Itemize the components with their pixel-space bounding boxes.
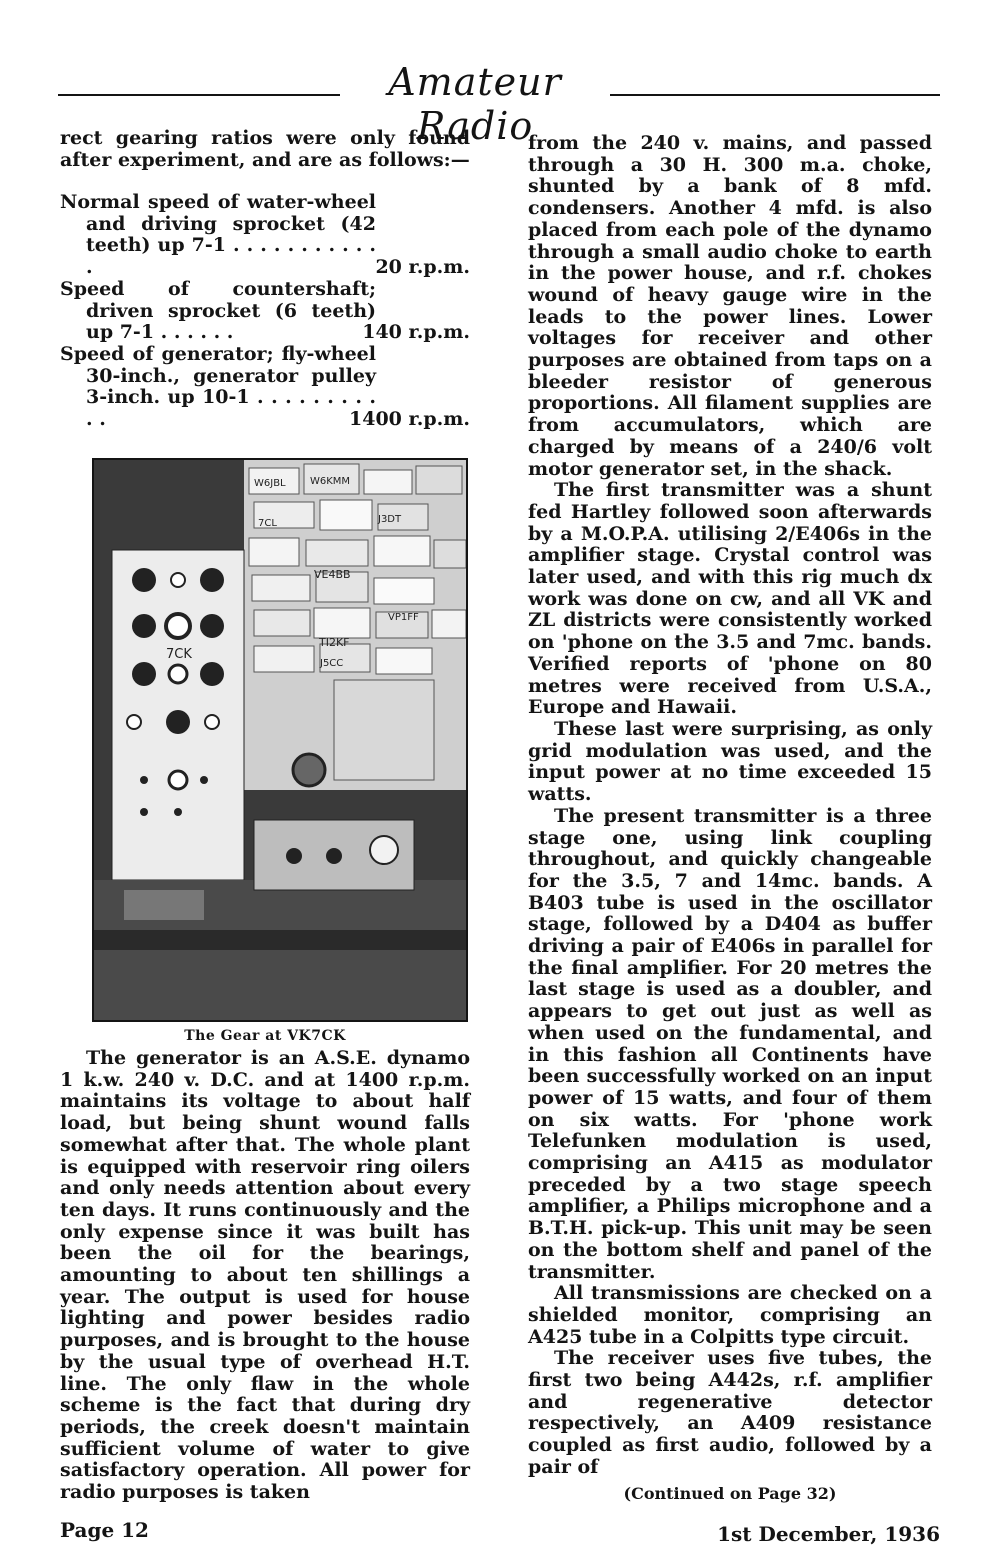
page-number: Page 12	[60, 1518, 149, 1542]
qsl-label: J5CC	[320, 658, 344, 669]
speed-description: Speed of countershaft; driven sprocket (6 teeth) up 7-1 . . . . . .	[60, 277, 376, 344]
masthead-rule-right	[610, 94, 940, 96]
paragraph: The first transmitter was a shunt fed Hartley followed soon afterwards by a M.O.P.A. utilising 2/E406s in the amplifier stage. Crystal control was later used, and with this rig much dx work was done on cw, and all VK and ZL districts were consistently worked on 'phone on the 3.5 and 7mc. bands. Verified reports of 'phone on 80 metres were received from U.S.A., Europe and Hawaii.	[528, 479, 932, 719]
qsl-card-wall	[244, 460, 466, 790]
photo-caption: The Gear at VK7CK	[184, 1028, 346, 1044]
right-column-body	[528, 133, 932, 1479]
qsl-label: W6JBL	[254, 478, 286, 489]
masthead-rule-left	[58, 94, 340, 96]
speed-description: Speed of generator; fly-wheel 30-inch., generator pulley 3-inch. up 10-1 . . . . . . . . . . .	[60, 342, 376, 431]
paragraph: The receiver uses five tubes, the first two being A442s, r.f. amplifier and regenerative detector respectively, an A409 resistance coupled as first audio, followed by a pair of	[528, 1347, 932, 1478]
left-column-body	[60, 1048, 470, 1504]
issue-date: 1st December, 1936	[717, 1522, 940, 1546]
station-photo-graphic	[94, 460, 466, 1020]
speed-item	[60, 279, 470, 344]
qsl-label: 7CL	[258, 518, 277, 529]
continued-note: (Continued on Page 32)	[623, 1484, 837, 1503]
transmitter-panel	[112, 550, 244, 880]
intro-text: rect gearing ratios were only found after experiment, and are as follows:—	[60, 127, 470, 171]
masthead-title: Amateur Radio	[388, 60, 562, 148]
qsl-label: VP1FF	[388, 612, 419, 623]
speed-description: Normal speed of water-wheel and driving sprocket (42 teeth) up 7-1 . . . . . . . . . . . .	[60, 191, 376, 279]
speed-item	[60, 344, 470, 431]
speed-value: 140 r.p.m.	[362, 321, 470, 344]
speed-list	[60, 192, 470, 431]
qsl-label: W6KMM	[310, 476, 351, 487]
paragraph: from the 240 v. mains, and passed through a 30 H. 300 m.a. choke, shunted by a bank of 8 mfd. condensers. Another 4 mfd. is also placed from each pole of the dynamo through a small audio choke to earth in the power house, and r.f. chokes wound of heavy gauge wire in the leads to the power lines. Lower voltages for receiver and other purposes are obtained from taps on a bleeder resistor of generous proportions. All filament supplies are from accumulators, which are charged by means of a 240/6 volt motor generator set, in the shack.	[528, 132, 932, 480]
masthead	[58, 60, 940, 148]
speed-value: 20 r.p.m.	[375, 256, 470, 279]
panel-label: 7CK	[166, 647, 192, 662]
speed-value: 1400 r.p.m.	[349, 408, 470, 431]
intro-paragraph	[60, 128, 470, 171]
paragraph: The generator is an A.S.E. dynamo 1 k.w. 240 v. D.C. and at 1400 r.p.m. maintains its voltage to about half load, but being shunt wound falls somewhat after that. The whole plant is equipped with reservoir ring oilers and only needs attention about every ten days. It runs continuously and the only expense since it was built has been the oil for the bearings, amounting to about ten shillings a year. The output is used for house lighting and power besides radio purposes, and is brought to the house by the usual type of overhead H.T. line. The only flaw in the whole scheme is the fact that during dry periods, the creek doesn't maintain sufficient volume of water to give satisfactory operation. All power for radio purposes is taken	[60, 1047, 470, 1504]
qsl-label: VE4BB	[314, 568, 351, 581]
qsl-label: TI2KF	[319, 636, 350, 649]
qsl-label: J3DT	[378, 514, 402, 525]
paragraph: The present transmitter is a three stage one, using link coupling throughout, and quickly changeable for the 3.5, 7 and 14mc. bands. A B403 tube is used in the oscillator stage, followed by a D404 as buffer driving a pair of E406s in parallel for the final amplifier. For 20 metres the last stage is used as a doubler, and appears to get out just as well as when used on the fundamental, and in this fashion all Continents have been successfully worked on an input power of 15 watts, and four of them on six watts. For 'phone work Telefunken modulation is used, comprising an A415 as modulator preceded by a two stage speech amplifier, a Philips microphone and a B.T.H. pick-up. This unit may be seen on the bottom shelf and panel of the transmitter.	[528, 804, 932, 1283]
speed-item	[60, 192, 470, 279]
paragraph: These last were surprising, as only grid modulation was used, and the input power at no time exceeded 15 watts.	[528, 717, 932, 806]
station-photo	[92, 458, 468, 1022]
paragraph: All transmissions are checked on a shielded monitor, comprising an A425 tube in a Colpitts type circuit.	[528, 1282, 932, 1348]
